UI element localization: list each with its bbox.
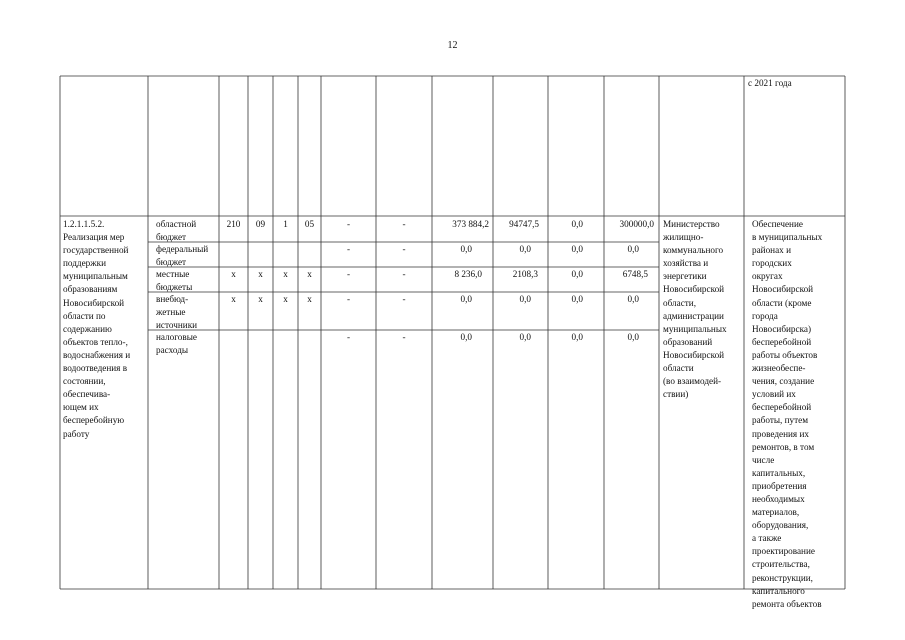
measure-name: 1.2.1.1.5.2. Реализация мер государственной поддержки муниципальным образованиям Новосибирской области по содержанию объектов тепло-, водоснабжения и водоотведения в состоянии, обеспечива- ющем их бесперебойную работу [63, 219, 131, 439]
value-cell: 0,0 [519, 244, 531, 254]
dash-cell: - [346, 219, 351, 229]
code-cell: х [231, 294, 236, 304]
value-cell: 0,0 [627, 332, 639, 342]
value-cell: 0,0 [571, 332, 583, 342]
code-cell: 210 [226, 219, 241, 229]
source-label: налоговые расходы [156, 332, 197, 356]
dash-cell: - [402, 269, 406, 279]
executor-cell: Министерство жилищно- коммунального хозяйства и энергетики Новосибирской области, администрации муниципальных образований Новосибирской области (во взаимодей- ствии) [663, 219, 727, 400]
code-cell: х [307, 269, 312, 279]
value-cell: 0,0 [460, 294, 472, 304]
code-cell: х [258, 269, 263, 279]
value-cell: 373 884,2 [452, 219, 489, 229]
dash-cell: - [346, 269, 351, 279]
value-cell: 0,0 [571, 219, 583, 229]
period-note: с 2021 года [748, 78, 792, 88]
value-cell: 6748,5 [622, 269, 648, 279]
value-cell: 94747,5 [509, 219, 539, 229]
code-cell: х [231, 269, 236, 279]
code-cell: 09 [255, 219, 266, 229]
code-cell: х [283, 269, 288, 279]
code-cell: х [258, 294, 263, 304]
value-cell: 0,0 [627, 244, 639, 254]
source-label: областной бюджет [156, 219, 197, 243]
code-cell: х [283, 294, 288, 304]
value-cell: 8 236,0 [454, 269, 482, 279]
source-label: федеральный бюджет [156, 244, 209, 268]
expected-result-cell: Обеспечение в муниципальных районах и городских округах Новосибирской области (кроме города Новосибирска) бесперебойной работы объектов жизнеобеспе- чения, создание условий их бесперебойной работы, путем проведения их ремонтов, в том числе капитальных, приобретения необходимых материалов, оборудования, а также проектирование строительства, реконструкции, капитального ремонта объектов [752, 219, 823, 609]
code-cell: х [307, 294, 312, 304]
source-label: внебюд- жетные источники [156, 294, 198, 331]
code-cell: 05 [304, 219, 315, 229]
dash-cell: - [346, 332, 351, 342]
dash-cell: - [346, 244, 351, 254]
dash-cell: - [346, 294, 351, 304]
value-cell: 0,0 [519, 294, 531, 304]
value-cell: 2108,3 [512, 269, 538, 279]
dash-cell: - [402, 219, 406, 229]
value-cell: 300000,0 [619, 219, 654, 229]
dash-cell: - [402, 332, 406, 342]
value-cell: 0,0 [571, 294, 583, 304]
page-number: 12 [447, 40, 458, 51]
source-label: местные бюджеты [156, 269, 193, 293]
value-cell: 0,0 [571, 244, 583, 254]
value-cell: 0,0 [460, 244, 472, 254]
value-cell: 0,0 [519, 332, 531, 342]
dash-cell: - [402, 244, 406, 254]
dash-cell: - [402, 294, 406, 304]
value-cell: 0,0 [571, 269, 583, 279]
value-cell: 0,0 [627, 294, 639, 304]
code-cell: 1 [283, 219, 288, 229]
value-cell: 0,0 [460, 332, 472, 342]
